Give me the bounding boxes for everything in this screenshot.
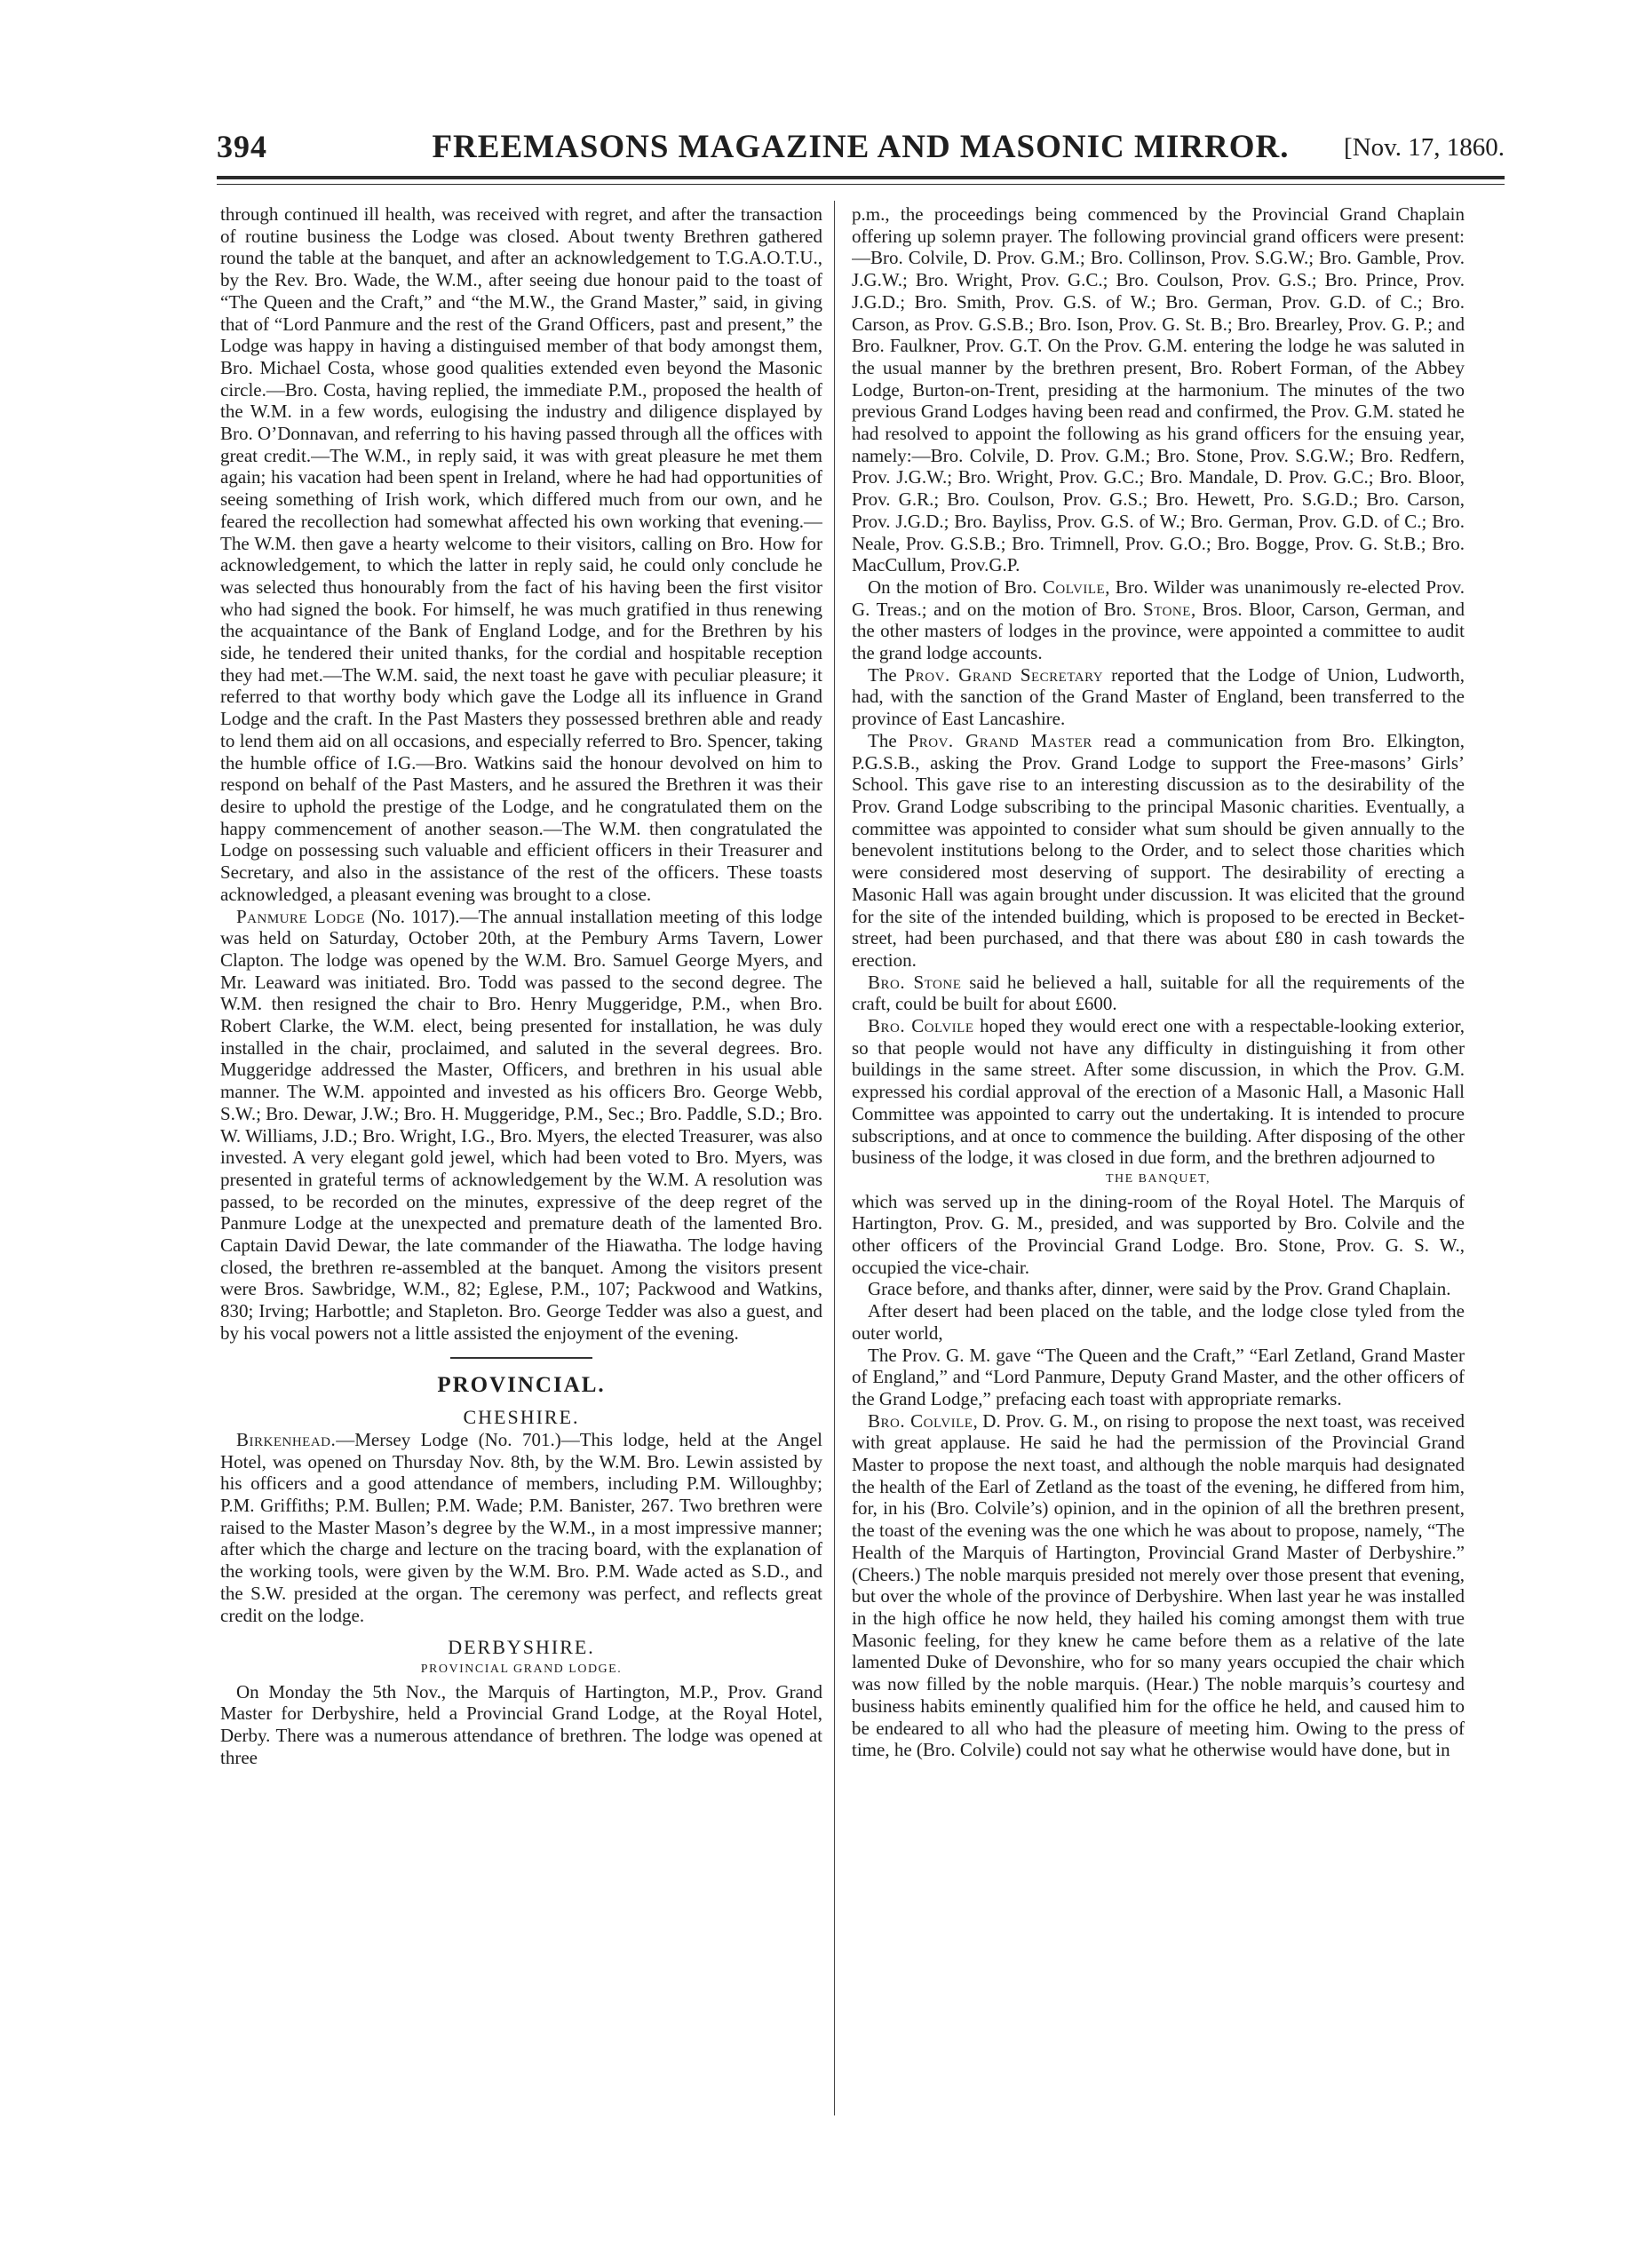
- paragraph-text: , Bro. Wilder was unanimously re-elected Prov. G. Treas.; and on the motion of Bro.: [852, 575, 1465, 620]
- name-small-caps: Bro. Colvile: [868, 1015, 974, 1037]
- article-paragraph: [852, 576, 1465, 664]
- county-heading-derbyshire: DERBYSHIRE.: [448, 1636, 595, 1659]
- article-paragraph: p.m., the proceedings being commenced by the Provincial Grand Chaplain offering up solemn prayer. The following provincial grand officers were present:—Bro. Colvile, D. Prov. G.M.; Bro. Collinson, Prov. S.G.W.; Bro. Gamble, Prov. J.G.W.; Bro. Wright, Prov. G.C.; Bro. Coulson, Prov. G.S.; Bro. Prince, Prov. J.G.D.; Bro. Smith, Prov. G.S. of W.; Bro. German, Prov. G.D. of C.; Bro. Carson, as Prov. G.S.B.; Bro. Ison, Prov. G. St. B.; Bro. Brearley, Prov. G. P.; and Bro. Faulkner, Prov. G.T. On the Prov. G.M. entering the lodge he was saluted in the usual manner by the brethren present, Bro. Robert Forman, of the Abbey Lodge, Burton-on-Trent, presiding at the harmonium. The minutes of the two previous Grand Lodges having been read and confirmed, the Prov. G.M. stated he had resolved to appoint the following as his grand officers for the ensuing year, namely:—Bro. Colvile, D. Prov. G.M.; Bro. Stone, Prov. S.G.W.; Bro. Redfern, Prov. J.G.W.; Bro. Wright, Prov. G.C.; Bro. Mandale, D. Prov. G.C.; Bro. Bloor, Prov. G.R.; Bro. Coulson, Prov. G.S.; Bro. Hewett, Pro. S.G.D.; Bro. Carson, Prov. J.G.D.; Bro. Bayliss, Prov. G.S. of W.; Bro. German, Prov. G.D. of C.; Bro. Neale, Prov. G.S.B.; Bro. Trimnell, Prov. G.O.; Bro. Bogge, Prov. G. St.B.; Bro. MacCullum, Prov.G.P.: [852, 203, 1465, 576]
- office-small-caps: Prov. Grand Master: [908, 729, 1092, 751]
- paragraph-text: The: [868, 663, 905, 686]
- name-small-caps: Colvile: [1042, 575, 1106, 598]
- paragraph-text: reported that the Lodge of Union, Ludworth, had, with the sanction of the Grand Master of England, been transferred to the province of East Lancashire.: [852, 663, 1465, 730]
- county-heading-cheshire: CHESHIRE.: [463, 1406, 580, 1429]
- paragraph-text: , D. Prov. G. M., on rising to propose the next toast, was received with great applause. He said he had the permission of the Provincial Grand Master to propose the next toast, and although the noble marquis had designated the health of the Earl of Zetland as the toast of the evening, he differed from him, for, in his (Bro. Colvile’s) opinion, and in the opinion of all the brethren present, the toast of the evening was the one which he was about to propose, namely, “The Health of the Marquis of Hartington, Provincial Grand Master of Derbyshire.” (Cheers.) The noble marquis presided not merely over those present that evening, but over the whole of the province of Derbyshire. When last year he was installed in the high office he now held, they hailed his coming amongst them with true Masonic feeling, for they knew he came before them as a relative of the late lamented Duke of Devonshire, who for so many years occupied the chair which was now filled by the noble marquis. (Hear.) The noble marquis’s courtesy and business habits eminently qualified him for the office he held, and caused him to be endeared to all who had the pleasure of meeting him. Owing to the press of time, he (Bro. Colvile) could not say what he otherwise would have done, but in: [852, 1409, 1465, 1761]
- article-paragraph: which was served up in the dining-room of the Royal Hotel. The Marquis of Hartington, Prov. G. M., presided, and was supported by Bro. Colvile and the other officers of the Provincial Grand Lodge. Bro. Stone, Prov. G. S. W., occupied the vice-chair.: [852, 1190, 1465, 1278]
- article-paragraph: [852, 730, 1465, 972]
- subheading-provincial-grand-lodge: PROVINCIAL GRAND LODGE.: [420, 1663, 623, 1676]
- article-paragraph: Grace before, and thanks after, dinner, were said by the Prov. Grand Chaplain.: [868, 1278, 1451, 1300]
- article-paragraph: [220, 906, 822, 1345]
- header-rule-thick: [217, 176, 1505, 179]
- subheading-banquet: THE BANQUET,: [1105, 1171, 1211, 1186]
- name-small-caps: Bro. Colvile: [868, 1409, 973, 1432]
- paragraph-text: The: [868, 729, 909, 751]
- page-header: [217, 128, 1505, 167]
- column-divider: [834, 201, 835, 2115]
- paragraph-text: read a communication from Bro. Elkington, P.G.S.B., asking the Prov. Grand Lodge to support the Free-masons’ Girls’ School. This gave rise to an interesting discussion as to the desirability of the Prov. Grand Lodge subscribing to the principal Masonic charities. Eventually, a committee was appointed to consider what sum should be given annually to the benevolent institutions belong to the Order, and to select those charities which were considered most deserving of support. The desirability of erecting a Masonic Hall was again brought under discussion. It was elicited that the ground for the site of the intended building, which is proposed to be erected in Becket-street, had been purchased, and that there was about £80 in cash towards the erection.: [852, 729, 1465, 971]
- article-paragraph: [852, 1410, 1465, 1761]
- article-paragraph: After desert had been placed on the table, and the lodge close tyled from the outer world,: [852, 1300, 1465, 1344]
- name-small-caps: Stone: [1143, 598, 1191, 620]
- lodge-name-lead: Panmure Lodge: [236, 905, 365, 927]
- article-paragraph: [220, 1429, 822, 1626]
- paragraph-text: (No. 1017).—The annual installation meeting of this lodge was held on Saturday, October 20th, at the Pembury Arms Tavern, Lower Clapton. The lodge was opened by the W.M. Bro. Samuel George Myers, and Mr. Leaward was initiated. Bro. Todd was passed to the second degree. The W.M. then resigned the chair to Bro. Henry Muggeridge, P.M., when Bro. Robert Clarke, the W.M. elect, being presented for installation, he was duly installed in the chair, proclaimed, and saluted in the several degrees. Bro. Muggeridge addressed the Master, Officers, and brethren in his usual able manner. The W.M. appointed and invested as his officers Bro. George Webb, S.W.; Bro. Dewar, J.W.; Bro. H. Muggeridge, P.M., Sec.; Bro. Paddle, S.D.; Bro. W. Williams, J.D.; Bro. Wright, I.G., Bro. Myers, the elected Treasurer, was also invested. A very elegant gold jewel, which had been voted to Bro. Myers, was presented in grateful terms of acknowledgement by the W.M. A resolution was passed, to be recorded on the minutes, expressive of the deep regret of the Panmure Lodge at the unexpected and premature death of the lamented Bro. Captain David Dewar, the late commander of the Hiawatha. The lodge having closed, the brethren re-assembled at the banquet. Among the visitors present were Bros. Sawbridge, W.M., 82; Eglese, P.M., 107; Packwood and Watkins, 830; Irving; Harbottle; and Stapleton. Bro. George Tedder was also a guest, and by his vocal powers not a little assisted the enjoyment of the evening.: [220, 905, 822, 1344]
- left-column: [220, 203, 822, 2113]
- paragraph-text: On the motion of Bro.: [868, 575, 1043, 598]
- page-number: 394: [217, 129, 267, 164]
- paragraph-text: —Mersey Lodge (No. 701.)—This lodge, held at the Angel Hotel, was opened on Thursday Nov. 8th, by the W.M. Bro. Lewin assisted by his officers and a good attendance of members, including P.M. Willoughby; P.M. Griffiths; P.M. Bullen; P.M. Wade; P.M. Banister, 267. Two brethren were raised to the Master Mason’s degree by the W.M., in a most impressive manner; after which the charge and lecture on the tracing board, with the explanation of the working tools, were given by the W.M. Bro. P.M. Wade acted as S.D., and the S.W. presided at the organ. The ceremony was perfect, and reflects great credit on the lodge.: [220, 1428, 822, 1626]
- article-paragraph: The Prov. G. M. gave “The Queen and the Craft,” “Earl Zetland, Grand Master of England,” and “Lord Panmure, Deputy Grand Master, and the other officers of the Grand Lodge,” prefacing each toast with appropriate remarks.: [852, 1344, 1465, 1409]
- article-paragraph: [852, 664, 1465, 730]
- right-column: [852, 203, 1465, 2113]
- header-rule-thin: [217, 184, 1505, 185]
- article-paragraph: [852, 1015, 1465, 1169]
- section-divider: [450, 1357, 592, 1359]
- place-name-lead: Birkenhead.: [236, 1428, 337, 1450]
- issue-date: [Nov. 17, 1860.: [1344, 133, 1505, 162]
- office-small-caps: Prov. Grand Secretary: [904, 663, 1104, 686]
- article-paragraph: On Monday the 5th Nov., the Marquis of Hartington, M.P., Prov. Grand Master for Derbyshire, held a Provincial Grand Lodge, at the Royal Hotel, Derby. There was a numerous attendance of brethren. The lodge was opened at three: [220, 1680, 822, 1768]
- section-heading-provincial: PROVINCIAL.: [437, 1372, 606, 1397]
- masthead-title: FREEMASONS MAGAZINE AND MASONIC MIRROR.: [432, 129, 1290, 165]
- paragraph-text: said he believed a hall, suitable for all the requirements of the craft, could be built for about £600.: [852, 971, 1465, 1015]
- paragraph-text: hoped they would erect one with a respectable-looking exterior, so that people would not have any difficulty in distinguishing it from other buildings in the same street. After some discussion, in which the Prov. G.M. expressed his cordial approval of the erection of a Masonic Hall, a Masonic Hall Committee was appointed to carry out the undertaking. It is intended to procure subscriptions, and at once to commence the building. After disposing of the other business of the lodge, it was closed in due form, and the brethren adjourned to: [852, 1015, 1465, 1169]
- name-small-caps: Bro. Stone: [868, 971, 962, 993]
- article-paragraph: through continued ill health, was received with regret, and after the transaction of routine business the Lodge was closed. About twenty Brethren gathered round the table at the banquet, and after an acknowledgement to T.G.A.O.T.U., by the Rev. Bro. Wade, the W.M., after seeing due honour paid to the toast of “The Queen and the Craft,” and “the M.W., the Grand Master,” said, in giving that of “Lord Panmure and the rest of the Grand Officers, past and present,” the Lodge was happy in having a distinguised member of that body amongst them, Bro. Michael Costa, whose good qualities extended even beyond the Masonic circle.—Bro. Costa, having replied, the immediate P.M., proposed the health of the W.M. in a few words, eulogising the industry and diligence displayed by Bro. O’Donnavan, and referring to his having passed through all the offices with great credit.—The W.M., in reply said, it was with great pleasure he met them again; his vacation had been spent in Ireland, where he had had opportunities of seeing something of Irish work, which differed much from our own, and he feared the recollection had somewhat affected his own working that evening.—The W.M. then gave a hearty welcome to their visitors, calling on Bro. How for acknowledgement, to which the latter in reply said, he could only conclude he was selected thus honourably from the fact of his having been the first visitor who had signed the book. For himself, he was much gratified in thus renewing the acquaintance of the Bank of England Lodge, and for the Brethren by his side, he tendered their united thanks, for the cordial and hospitable reception they had met.—The W.M. said, the next toast he gave with peculiar pleasure; it referred to that worthy body which gave the Lodge all its influence in Grand Lodge and the craft. In the Past Masters they possessed brethren able and ready to lend them aid on all occasions, and especially referred to Bro. Spencer, taking the humble office of I.G.—Bro. Watkins said the honour devolved on him to respond on behalf of the Past Masters, and he assured the Brethren it was their desire to uphold the prestige of the Lodge, and he congratulated them on the happy commencement of another season.—The W.M. then congratulated the Lodge on possessing such valuable and efficient officers in their Treasurer and Secretary, and also in the assistance of the rest of the officers. These toasts acknowledged, a pleasant evening was brought to a close.: [220, 203, 822, 905]
- paragraph-text: , Bros. Bloor, Carson, German, and the other masters of lodges in the province, were appointed a committee to audit the grand lodge accounts.: [852, 598, 1465, 664]
- article-paragraph: [852, 972, 1465, 1015]
